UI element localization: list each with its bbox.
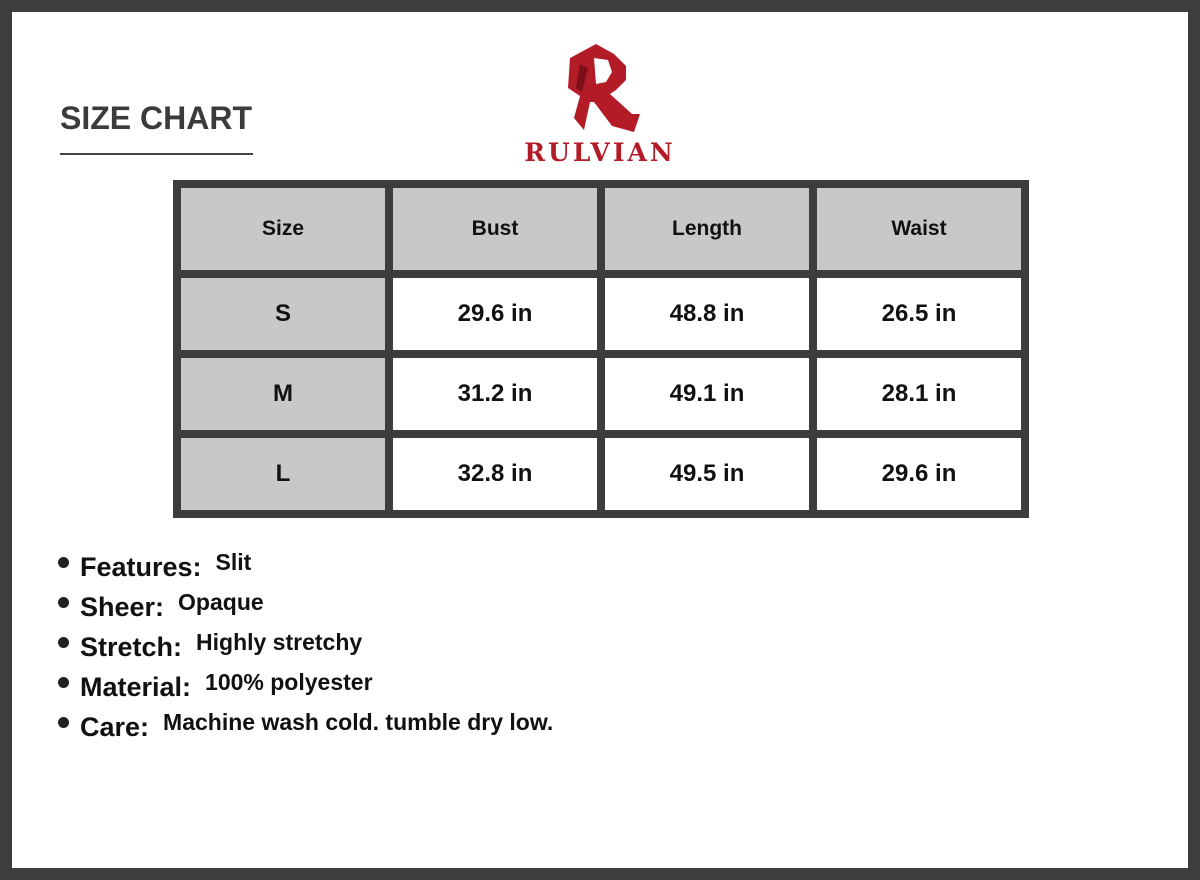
column-header: Length xyxy=(605,188,809,270)
waist-cell: 28.1 in xyxy=(817,358,1021,430)
size-table xyxy=(173,180,1029,518)
spec-item-care xyxy=(58,705,553,745)
table-row xyxy=(181,358,1021,430)
spec-value: Machine wash cold. tumble dry low. xyxy=(163,708,554,735)
bullet-icon xyxy=(58,597,69,608)
bust-cell: 31.2 in xyxy=(393,358,597,430)
size-cell: S xyxy=(181,278,385,350)
spec-list xyxy=(58,545,553,745)
brand-name: RULVIAN xyxy=(524,138,676,167)
table-header-row xyxy=(181,188,1021,270)
brand-logo xyxy=(515,40,685,170)
bullet-icon xyxy=(58,557,69,568)
bust-cell: 29.6 in xyxy=(393,278,597,350)
bust-cell: 32.8 in xyxy=(393,438,597,510)
spec-label: Care: xyxy=(80,711,150,742)
spec-label: Sheer: xyxy=(80,591,165,622)
column-header: Size xyxy=(181,188,385,270)
size-cell: L xyxy=(181,438,385,510)
waist-cell: 29.6 in xyxy=(817,438,1021,510)
waist-cell: 26.5 in xyxy=(817,278,1021,350)
table-row xyxy=(181,438,1021,510)
column-header: Waist xyxy=(817,188,1021,270)
length-cell: 49.1 in xyxy=(605,358,809,430)
spec-value: 100% polyester xyxy=(205,668,373,695)
spec-label: Features: xyxy=(80,551,202,582)
page-title: SIZE CHART xyxy=(60,100,252,136)
bullet-icon xyxy=(58,717,69,728)
bullet-icon xyxy=(58,637,69,648)
spec-value: Opaque xyxy=(178,588,264,615)
spec-item-features xyxy=(58,545,553,585)
spec-item-sheer xyxy=(58,585,553,625)
column-header: Bust xyxy=(393,188,597,270)
size-cell: M xyxy=(181,358,385,430)
length-cell: 48.8 in xyxy=(605,278,809,350)
spec-item-material xyxy=(58,665,553,705)
r-monogram-logo-icon xyxy=(560,42,640,134)
spec-value: Slit xyxy=(215,548,252,575)
spec-label: Stretch: xyxy=(80,631,183,662)
spec-item-stretch xyxy=(58,625,553,665)
spec-label: Material: xyxy=(80,671,192,702)
bullet-icon xyxy=(58,677,69,688)
title-underline xyxy=(60,153,253,155)
table-row xyxy=(181,278,1021,350)
length-cell: 49.5 in xyxy=(605,438,809,510)
spec-value: Highly stretchy xyxy=(196,628,363,655)
